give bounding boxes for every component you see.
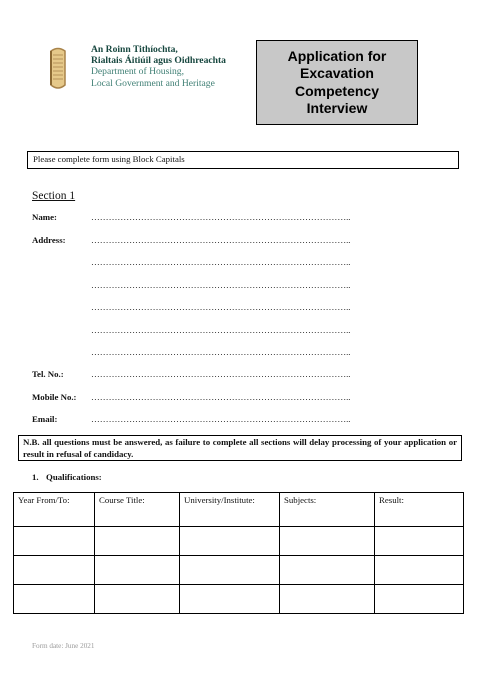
table-cell[interactable]: [180, 527, 280, 556]
logo-line-3: Department of Housing,: [91, 66, 184, 78]
address-field-line-1[interactable]: ……………………………………………………………………………..: [91, 235, 351, 245]
address-field-line-5[interactable]: ……………………………………………………………………………..: [91, 325, 351, 335]
table-cell[interactable]: [280, 527, 375, 556]
table-cell[interactable]: [95, 556, 180, 585]
address-field-line-2[interactable]: ……………………………………………………………………………..: [91, 257, 351, 267]
tel-field[interactable]: ……………………………………………………………………………..: [91, 369, 351, 379]
table-cell[interactable]: [95, 527, 180, 556]
name-field[interactable]: ……………………………………………………………………………..: [91, 212, 351, 222]
table-cell[interactable]: [14, 527, 95, 556]
table-row: [14, 585, 464, 614]
qualifications-table: [13, 492, 464, 614]
table-row: [14, 556, 464, 585]
table-cell[interactable]: [280, 556, 375, 585]
qualifications-number: 1.: [32, 472, 39, 482]
qualifications-heading: [32, 472, 102, 482]
warning-note-text: N.B. all questions must be answered, as failure to complete all sections will delay processing of your application or result in refusal of candidacy.: [23, 437, 457, 459]
table-cell[interactable]: [14, 556, 95, 585]
address-field-line-6[interactable]: ……………………………………………………………………………..: [91, 347, 351, 357]
table-cell[interactable]: [375, 556, 464, 585]
table-cell[interactable]: [375, 585, 464, 614]
logo-line-2: Rialtais Áitiúil agus Oidhreachta: [91, 55, 226, 67]
header-result: Result:: [375, 493, 464, 527]
form-title-box: [256, 40, 418, 125]
name-label: Name:: [32, 212, 57, 222]
instruction-text: Please complete form using Block Capitals: [33, 154, 185, 164]
table-cell[interactable]: [180, 585, 280, 614]
header-course: Course Title:: [95, 493, 180, 527]
logo-line-1: An Roinn Tithíochta,: [91, 44, 178, 55]
address-label: Address:: [32, 235, 66, 245]
mobile-label: Mobile No.:: [32, 392, 77, 402]
email-label: Email:: [32, 414, 58, 424]
table-cell[interactable]: [180, 556, 280, 585]
table-header-row: [14, 493, 464, 527]
logo-line-4: Local Government and Heritage: [91, 77, 215, 89]
warning-note: [18, 435, 462, 461]
email-field[interactable]: ……………………………………………………………………………..: [91, 414, 351, 424]
table-cell[interactable]: [95, 585, 180, 614]
tel-label: Tel. No.:: [32, 369, 64, 379]
table-cell[interactable]: [375, 527, 464, 556]
department-logo-text: [91, 44, 226, 89]
harp-icon: [47, 47, 69, 91]
qualifications-label: Qualifications:: [46, 472, 102, 482]
mobile-field[interactable]: ……………………………………………………………………………..: [91, 392, 351, 402]
table-cell[interactable]: [14, 585, 95, 614]
header-subjects: Subjects:: [280, 493, 375, 527]
instruction-box: [27, 151, 459, 169]
form-title: Application for Excavation Competency Interview: [287, 47, 387, 116]
header-year: Year From/To:: [14, 493, 95, 527]
form-date-footer: Form date: June 2021: [32, 642, 95, 650]
address-field-line-3[interactable]: ……………………………………………………………………………..: [91, 280, 351, 290]
section-heading: Section 1: [32, 190, 76, 202]
table-row: [14, 527, 464, 556]
table-cell[interactable]: [280, 585, 375, 614]
header-university: University/Institute:: [180, 493, 280, 527]
address-field-line-4[interactable]: ……………………………………………………………………………..: [91, 302, 351, 312]
